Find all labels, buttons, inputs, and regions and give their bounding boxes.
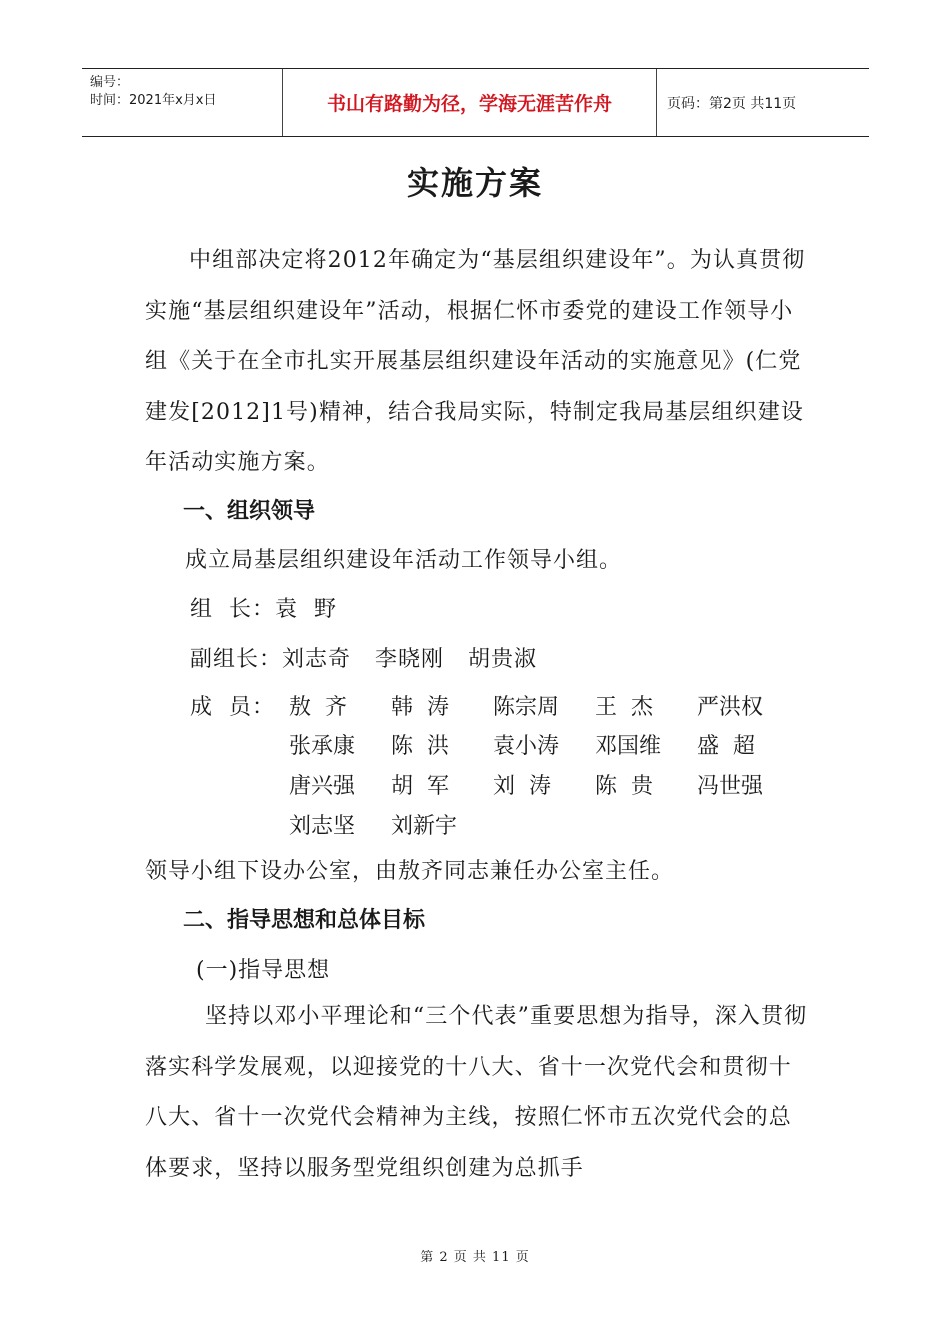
section2-subheading: (一)指导思想	[196, 958, 331, 983]
member-name: 胡 军	[391, 774, 449, 799]
section1-line1: 成立局基层组织建设年活动工作领导小组。	[185, 548, 623, 573]
intro-block	[145, 236, 810, 489]
member-name: 王 杰	[595, 695, 653, 720]
member-name: 冯世强	[697, 774, 764, 799]
leader-line: 组 长：袁 野	[190, 597, 337, 622]
members-row	[289, 809, 493, 840]
member-name: 陈 贵	[595, 774, 653, 799]
member-name: 张承康	[289, 734, 356, 759]
office-line: 领导小组下设办公室，由敖齐同志兼任办公室主任。	[145, 859, 675, 884]
motto: 书山有路勤为径，学海无涯苦作舟	[283, 69, 657, 136]
header-table	[82, 68, 869, 137]
number-label: 编号：	[90, 75, 130, 90]
header-meta-cell	[82, 69, 283, 136]
document-title: 实施方案	[406, 164, 543, 202]
page-footer: 第 2 页 共 11 页	[420, 1250, 530, 1265]
members-row	[289, 690, 799, 721]
member-name: 盛 超	[697, 734, 755, 759]
members-row	[289, 729, 799, 760]
section2-heading: 二、指导思想和总体目标	[183, 908, 426, 933]
page-info: 页码：第2页 共11页	[667, 95, 797, 112]
member-name: 刘 涛	[493, 774, 551, 799]
member-name: 严洪权	[697, 695, 764, 720]
member-name: 陈宗周	[493, 695, 560, 720]
deputy-line: 副组长：刘志奇 李晓刚 胡贵淑	[190, 647, 537, 672]
member-name: 陈 洪	[391, 734, 449, 759]
intro-paragraph: 中组部决定将2012年确定为“基层组织建设年”。为认真贯彻实施“基层组织建设年”活动，根据仁怀市委党的建设工作领导小组《关于在全市扎实开展基层组织建设年活动的实施意见》(仁党建发[2012]1号)精神，结合我局实际，特制定我局基层组织建设年活动实施方案。	[145, 248, 806, 475]
member-name: 刘新宇	[391, 814, 458, 839]
member-name: 袁小涛	[493, 734, 560, 759]
section1-heading: 一、组织领导	[183, 499, 316, 524]
member-name: 刘志坚	[289, 814, 356, 839]
time-label: 时间：2021年x月x日	[90, 93, 217, 108]
members-row	[289, 769, 799, 800]
members-label: 成 员：	[190, 695, 275, 720]
section2-block	[145, 992, 810, 1194]
member-name: 敖 齐	[289, 695, 347, 720]
member-name: 邓国维	[595, 734, 662, 759]
member-name: 韩 涛	[391, 695, 449, 720]
member-name: 唐兴强	[289, 774, 356, 799]
section2-paragraph: 坚持以邓小平理论和“三个代表”重要思想为指导，深入贯彻落实科学发展观，以迎接党的十八大、省十一次党代会和贯彻十八大、省十一次党代会精神为主线，按照仁怀市五次党代会的总体要求，坚持以服务型党组织创建为总抓手	[145, 1004, 808, 1181]
